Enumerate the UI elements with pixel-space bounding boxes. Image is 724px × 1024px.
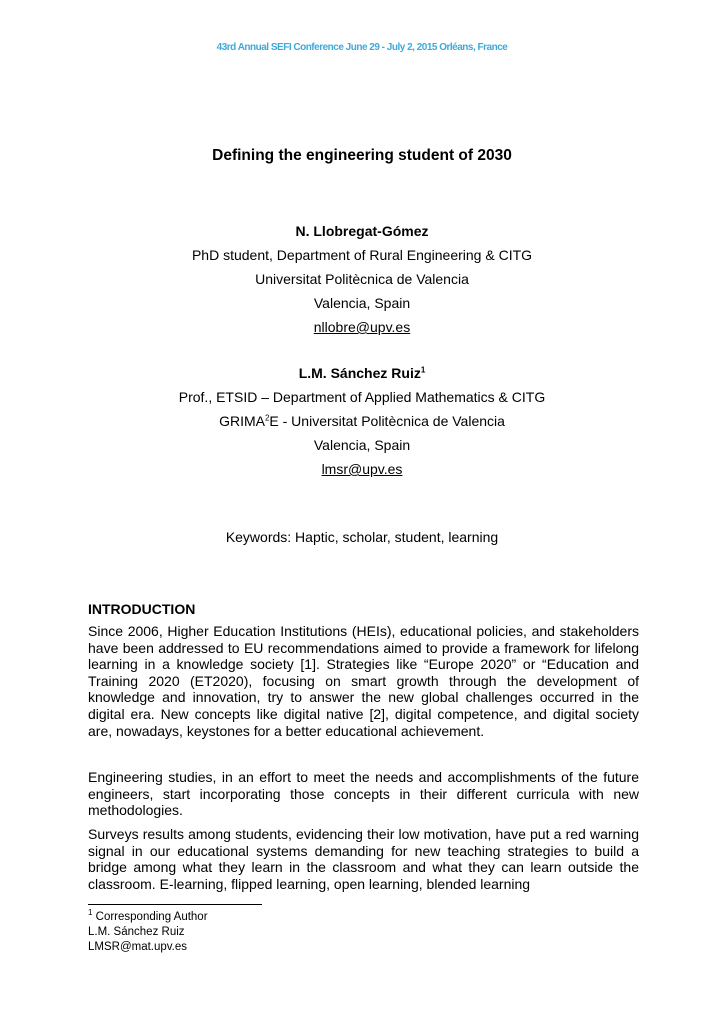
affiliation-suffix: E - Universitat Politècnica de Valencia	[269, 413, 505, 429]
affiliation-prefix: GRIMA	[219, 413, 265, 429]
affiliation-superscript: 2	[264, 413, 270, 423]
running-header	[0, 42, 724, 53]
footnote-divider	[88, 904, 262, 905]
author-block-2	[0, 361, 724, 481]
author-affiliation-line: PhD student, Department of Rural Engineering & CITG	[191, 247, 533, 263]
author-name-text: L.M. Sánchez Ruiz	[298, 365, 421, 381]
author-block-1	[0, 219, 724, 339]
body-paragraph: Engineering studies, in an effort to meet the needs and accomplishments of the future engineers, start incorporating those concepts in their different curricula with new methodologies.	[88, 769, 639, 819]
author-affiliation-line: Prof., ETSID – Department of Applied Mathematics & CITG	[178, 389, 546, 405]
author-affiliation-line: Universitat Politècnica de Valencia	[255, 271, 469, 287]
footnote-line: L.M. Sánchez Ruiz	[88, 926, 185, 938]
section-heading-introduction: INTRODUCTION	[88, 601, 196, 617]
author-name	[0, 361, 724, 385]
footnote-text: Corresponding Author	[92, 911, 208, 923]
author-email-link[interactable]: lmsr@upv.es	[321, 461, 403, 477]
author-name: N. Llobregat-Gómez	[295, 223, 429, 239]
author-location: Valencia, Spain	[313, 437, 411, 453]
author-email-link[interactable]: nllobre@upv.es	[313, 319, 411, 335]
body-paragraph: Surveys results among students, evidencing their low motivation, have put a red warning signal in our educational systems demanding for new teaching strategies to build a bridge among what they learn in the classroom and what they can learn outside the classroom. E-learning, flipped learning, open learning, blended learning	[88, 826, 639, 892]
body-paragraph: Since 2006, Higher Education Institutions (HEIs), educational policies, and stakeholders have been addressed to EU recommendations aimed to provide a framework for lifelong learning in a knowledge society [1]. Strategies like “Europe 2020” or “Education and Training 2020 (ET2020), focusing on smart growth through the development of knowledge and innovation, try to answer the new global challenges occurred in the digital era. New concepts like digital native [2], digital competence, and digital society are, nowadays, keystones for a better educational achievement.	[88, 623, 639, 739]
footnote-email: LMSR@mat.upv.es	[88, 941, 188, 953]
author-location: Valencia, Spain	[313, 295, 411, 311]
footnote-marker[interactable]: 1	[420, 365, 426, 375]
footnote	[88, 910, 208, 955]
footnote-number: 1	[88, 908, 93, 918]
paper-title: Defining the engineering student of 2030	[212, 147, 512, 164]
keywords: Keywords: Haptic, scholar, student, learning	[225, 529, 499, 545]
conference-header-text: 43rd Annual SEFI Conference June 29 - July 2, 2015 Orléans, France	[216, 42, 508, 53]
author-affiliation-line	[0, 409, 724, 433]
footnote-line	[88, 910, 208, 925]
